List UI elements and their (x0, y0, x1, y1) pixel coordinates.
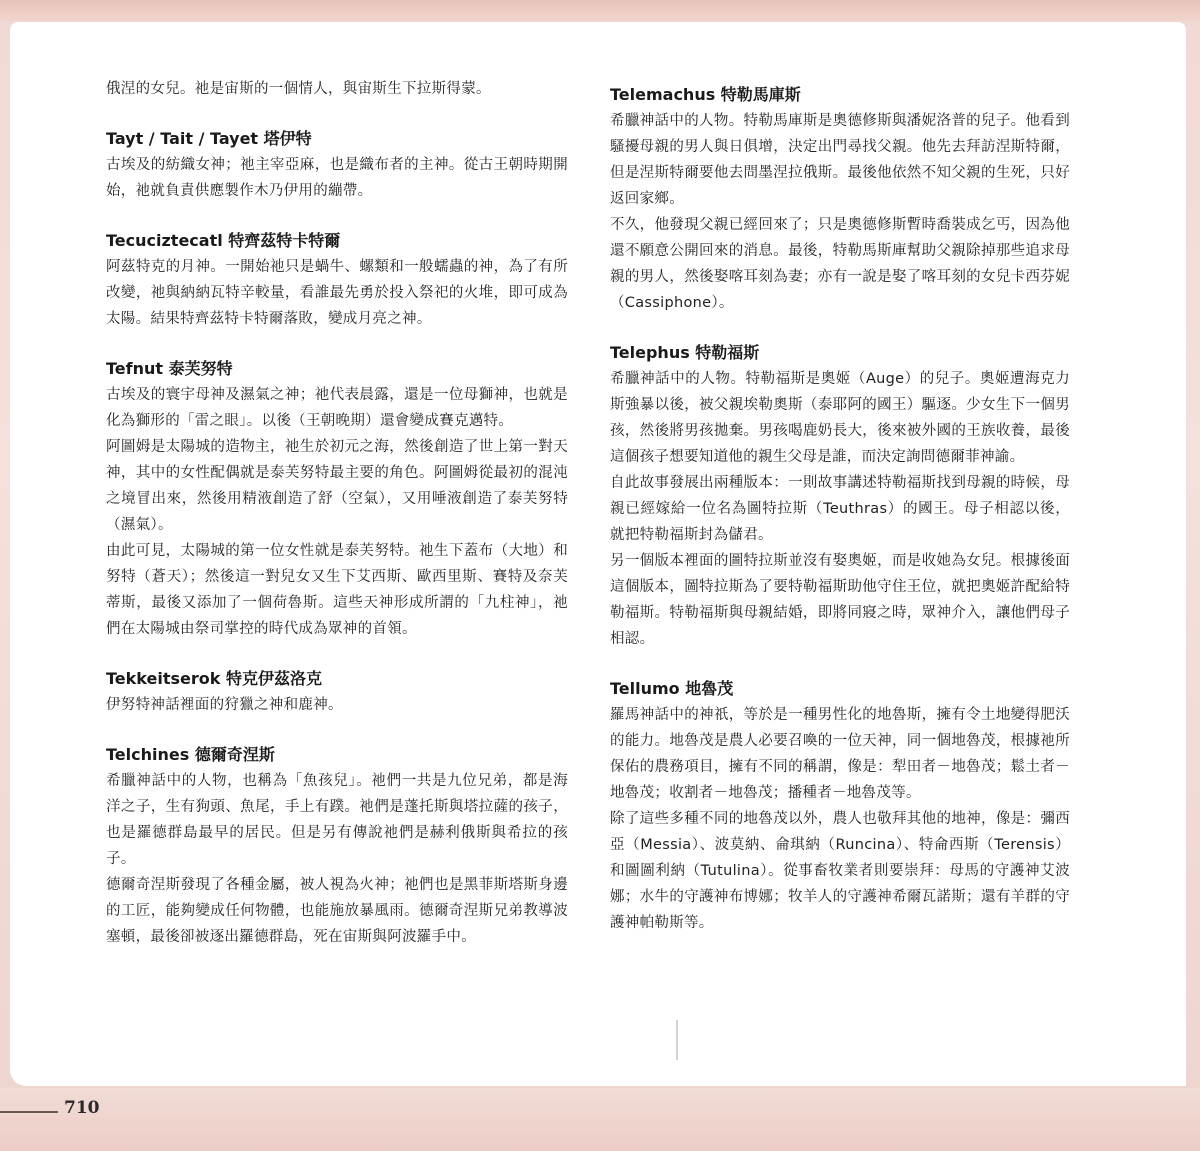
entry-telemachus (610, 84, 1070, 316)
entry-title: Tellumo 地魯茂 (610, 679, 734, 698)
right-column (610, 84, 1070, 936)
entry-title: Tayt / Tait / Tayet 塔伊特 (106, 129, 312, 148)
page-number-rule (0, 1111, 58, 1113)
entry-paragraph: 希臘神話中的人物，也稱為「魚孩兒」。祂們一共是九位兄弟，都是海洋之子，生有狗頭、魚尾，手上有蹼。祂們是蓬托斯與塔拉薩的孩子，也是羅德群島最早的居民。但是另有傳說祂們是赫利俄斯與希拉的孩子。 (106, 773, 568, 867)
entry-telephus (610, 342, 1070, 652)
entry-paragraph: 除了這些多種不同的地魯茂以外，農人也敬拜其他的地神，像是：彌西亞（Messia）、波莫納、侖琪納（Runcina）、特侖西斯（Terensis）和圖圖利納（Tutulina）。從事畜牧業者則要崇拜：母馬的守護神艾波娜；水牛的守護神布博娜；牧羊人的守護神希爾瓦諾斯；還有羊群的守護神帕勒斯等。 (610, 811, 1070, 931)
entry-paragraph: 俄涅的女兒。祂是宙斯的一個情人，與宙斯生下拉斯得蒙。 (106, 81, 491, 97)
entry-tefnut (106, 358, 568, 642)
entry-tellumo (610, 678, 1070, 936)
left-column (106, 76, 568, 950)
entry-title: Telephus 特勒福斯 (610, 343, 760, 362)
entry-paragraph: 伊努特神話裡面的狩獵之神和鹿神。 (106, 697, 343, 713)
entry-tecuciztecatl (106, 230, 568, 332)
entry-tekkeitserok (106, 668, 568, 718)
entry-paragraph: 阿茲特克的月神。一開始祂只是蝸牛、螺類和一般蠕蟲的神，為了有所改變，祂與納納瓦特辛較量，看誰最先勇於投入祭祀的火堆，即可成為太陽。結果特齊茲特卡特爾落敗，變成月亮之神。 (106, 259, 568, 327)
scan-mark (676, 1020, 678, 1060)
entry-paragraph: 德爾奇涅斯發現了各種金屬，被人視為火神；祂們也是黑菲斯塔斯身邊的工匠，能夠變成任何物體，也能施放暴風雨。德爾奇涅斯兄弟教導波塞頓，最後卻被逐出羅德群島，死在宙斯與阿波羅手中。 (106, 877, 568, 945)
entry-continuation (106, 76, 568, 102)
entry-tayt (106, 128, 568, 204)
entry-paragraph: 阿圖姆是太陽城的造物主，祂生於初元之海，然後創造了世上第一對天神，其中的女性配偶就是泰芙努特最主要的角色。阿圖姆從最初的混沌之境冒出來，然後用精液創造了舒（空氣），又用唾液創造了泰芙努特（濕氣）。 (106, 439, 568, 533)
entry-title: Tefnut 泰芙努特 (106, 359, 233, 378)
entry-paragraph: 古埃及的紡織女神；祂主宰亞麻，也是織布者的主神。從古王朝時期開始，祂就負責供應製作木乃伊用的繃帶。 (106, 157, 568, 199)
entry-title: Telemachus 特勒馬庫斯 (610, 85, 801, 104)
entry-paragraph: 羅馬神話中的神祇，等於是一種男性化的地魯斯，擁有令土地變得肥沃的能力。地魯茂是農人必要召喚的一位天神，同一個地魯茂，根據祂所保佑的農務項目，擁有不同的稱謂，像是：犁田者－地魯茂；鬆土者－地魯茂；收割者－地魯茂；播種者－地魯茂等。 (610, 707, 1070, 801)
entry-paragraph: 自此故事發展出兩種版本：一則故事講述特勒福斯找到母親的時候，母親已經嫁給一位名為圖特拉斯（Teuthras）的國王。母子相認以後，就把特勒福斯封為儲君。 (610, 475, 1070, 543)
entry-paragraph: 另一個版本裡面的圖特拉斯並沒有娶奧姬，而是收她為女兒。根據後面這個版本，圖特拉斯為了要特勒福斯助他守住王位，就把奧姬許配給特勒福斯。特勒福斯與母親結婚，即將同寢之時，眾神介入，讓他們母子相認。 (610, 553, 1070, 647)
entry-paragraph: 由此可見，太陽城的第一位女性就是泰芙努特。祂生下蓋布（大地）和努特（蒼天）；然後這一對兒女又生下艾西斯、歐西里斯、賽特及奈芙蒂斯，最後又添加了一個荷魯斯。這些天神形成所謂的「九柱神」，祂們在太陽城由祭司掌控的時代成為眾神的首領。 (106, 543, 568, 637)
bottom-edge (0, 1088, 1200, 1151)
entry-title: Telchines 德爾奇涅斯 (106, 745, 275, 764)
page-number: 710 (64, 1098, 100, 1118)
entry-paragraph: 希臘神話中的人物。特勒福斯是奧姬（Auge）的兒子。奧姬遭海克力斯強暴以後，被父親埃勒奧斯（泰耶阿的國王）驅逐。少女生下一個男孩，然後將男孩拋棄。男孩喝鹿奶長大，後來被外國的王族收養，最後這個孩子想要知道他的親生父母是誰，而決定詢問德爾菲神諭。 (610, 371, 1070, 465)
top-edge (0, 0, 1200, 22)
entry-title: Tecuciztecatl 特齊茲特卡特爾 (106, 231, 341, 250)
entry-paragraph: 希臘神話中的人物。特勒馬庫斯是奧德修斯與潘妮洛普的兒子。他看到騷擾母親的男人與日俱增，決定出門尋找父親。他先去拜訪涅斯特爾，但是涅斯特爾要他去問墨涅拉俄斯。最後他依然不知父親的生死，只好返回家鄉。 (610, 113, 1070, 207)
entry-telchines (106, 744, 568, 950)
entry-paragraph: 不久，他發現父親已經回來了；只是奧德修斯暫時喬裝成乞丐，因為他還不願意公開回來的消息。最後，特勒馬斯庫幫助父親除掉那些追求母親的男人，然後娶喀耳刻為妻；亦有一說是娶了喀耳刻的女兒卡西芬妮（Cassiphone）。 (610, 217, 1070, 311)
entry-paragraph: 古埃及的寰宇母神及濕氣之神；祂代表晨露，還是一位母獅神，也就是化為獅形的「雷之眼」。以後（王朝晚期）還會變成賽克邁特。 (106, 387, 568, 429)
entry-title: Tekkeitserok 特克伊茲洛克 (106, 669, 322, 688)
